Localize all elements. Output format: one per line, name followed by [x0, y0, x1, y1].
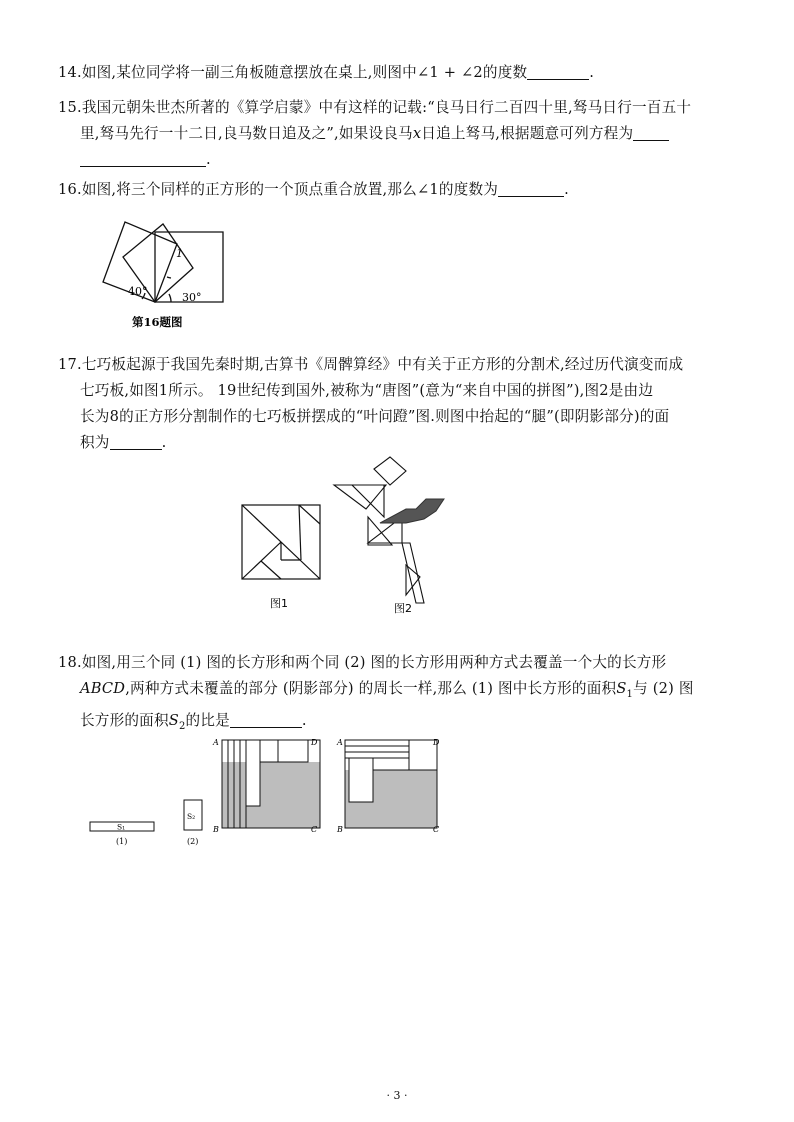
answer-blank[interactable] — [110, 433, 162, 450]
question-15 — [58, 95, 742, 173]
head-square — [374, 457, 406, 485]
page-number: · 3 · — [386, 1089, 408, 1102]
variable: x — [412, 125, 422, 142]
vertex-b: B — [213, 825, 219, 834]
question-number: 14. — [58, 64, 82, 81]
question-line — [58, 95, 742, 121]
question-line — [58, 378, 742, 404]
answer-blank[interactable] — [230, 711, 302, 728]
period: . — [161, 434, 167, 451]
vertex-d: D — [433, 738, 440, 747]
shaded-leg — [380, 499, 444, 523]
s2-label: S₂ — [187, 812, 196, 821]
figure-17-tangram-square — [240, 503, 326, 613]
question-line — [58, 147, 742, 173]
vertex-c: C — [311, 825, 318, 834]
question-line — [58, 676, 742, 708]
question-line — [58, 650, 742, 676]
question-text: 日追上驽马,根据题意可列方程为 — [421, 125, 634, 142]
question-text: 我国元朝朱世杰所著的《算学启蒙》中有这样的记载:“良马日行二百四十里,驽马日行一百五十 — [81, 99, 692, 116]
question-number: 15. — [58, 99, 82, 116]
question-text: 的度数为 — [438, 181, 499, 198]
variable: S — [168, 711, 179, 729]
figure-caption: 图1 — [270, 597, 288, 610]
vertex-a: A — [337, 738, 343, 747]
s2-caption: (2) — [187, 837, 199, 846]
question-number: 18. — [58, 654, 82, 671]
question-number: 16. — [58, 181, 82, 198]
period: . — [206, 151, 211, 168]
question-text: 里,驽马先行一十二日,良马数日追及之”,如果设良马 — [80, 125, 413, 142]
s1-caption: (1) — [116, 837, 128, 846]
math-expression: ∠1 + ∠2 — [416, 64, 483, 81]
figure-caption: 第16题图 — [132, 315, 183, 329]
figure-17-tangram-kick — [332, 455, 452, 617]
question-line — [58, 404, 742, 430]
question-number: 17. — [58, 356, 82, 373]
variable: ABCD — [80, 680, 126, 697]
angle-label-1: 1 — [176, 247, 183, 260]
question-text: 积为 — [80, 434, 110, 451]
shoulder-triangle — [334, 485, 386, 509]
answer-blank-continued[interactable] — [80, 150, 206, 167]
vertex-c: C — [433, 825, 440, 834]
question-text: 长为8的正方形分割制作的七巧板拼摆成的“叶问蹬”图.则图中抬起的“腿”(即阴影部分)的面 — [80, 408, 670, 425]
question-line — [58, 121, 742, 147]
body-triangle — [352, 485, 384, 517]
question-line — [58, 430, 742, 456]
s1-label: S₁ — [117, 822, 126, 832]
question-text: ,两种方式未覆盖的部分 (阴影部分) 的周长一样,那么 (1) 图中长方形的面积 — [125, 680, 617, 697]
question-text: 与 (2) 图 — [633, 680, 694, 697]
vertex-a: A — [213, 738, 219, 747]
angle-label-30: 30° — [182, 291, 202, 304]
figure-18-method-2 — [335, 732, 451, 836]
angle-arc-1 — [167, 277, 171, 278]
question-16 — [58, 177, 742, 203]
question-line — [58, 352, 742, 378]
question-text: 七巧板起源于我国先秦时期,古算书《周髀算经》中有关于正方形的分割术,经过历代演变而成 — [81, 356, 684, 373]
figure-18-small-rectangles — [84, 795, 224, 851]
standing-leg — [402, 543, 424, 603]
question-text: 如图,将三个同样的正方形的一个顶点重合放置,那么 — [81, 181, 417, 198]
question-14 — [58, 60, 742, 86]
angle-label-40: 40° — [128, 285, 148, 298]
question-text: 的度数 — [482, 64, 528, 81]
shaded-region-a — [222, 762, 320, 828]
angle-arc-30 — [169, 294, 171, 302]
period: . — [589, 64, 595, 81]
subscript: 1 — [626, 688, 634, 700]
question-18 — [58, 650, 742, 740]
vertex-b: B — [337, 825, 343, 834]
answer-blank[interactable] — [527, 63, 589, 80]
subscript: 2 — [178, 720, 186, 732]
answer-blank[interactable] — [498, 180, 564, 197]
figure-caption: 图2 — [394, 602, 412, 615]
figure-18-method-1 — [210, 732, 326, 836]
question-text: 的比是 — [185, 711, 230, 729]
math-expression: ∠1 — [416, 181, 439, 198]
question-text: 如图,用三个同 (1) 图的长方形和两个同 (2) 图的长方形用两种方式去覆盖一个大的长方形 — [81, 654, 667, 671]
figure-16-three-squares — [95, 212, 245, 336]
vertex-d: D — [311, 738, 318, 747]
answer-blank[interactable] — [633, 124, 669, 141]
period: . — [564, 181, 569, 198]
variable: S — [616, 680, 627, 697]
question-text: 长方形的面积 — [80, 711, 169, 729]
question-text: 如图,某位同学将一副三角板随意摆放在桌上,则图中 — [81, 64, 417, 81]
period: . — [301, 711, 307, 729]
question-17 — [58, 352, 742, 456]
question-text: 七巧板,如图1所示。 19世纪传到国外,被称为“唐图”(意为“来自中国的拼图”),图2是由边 — [80, 382, 654, 399]
